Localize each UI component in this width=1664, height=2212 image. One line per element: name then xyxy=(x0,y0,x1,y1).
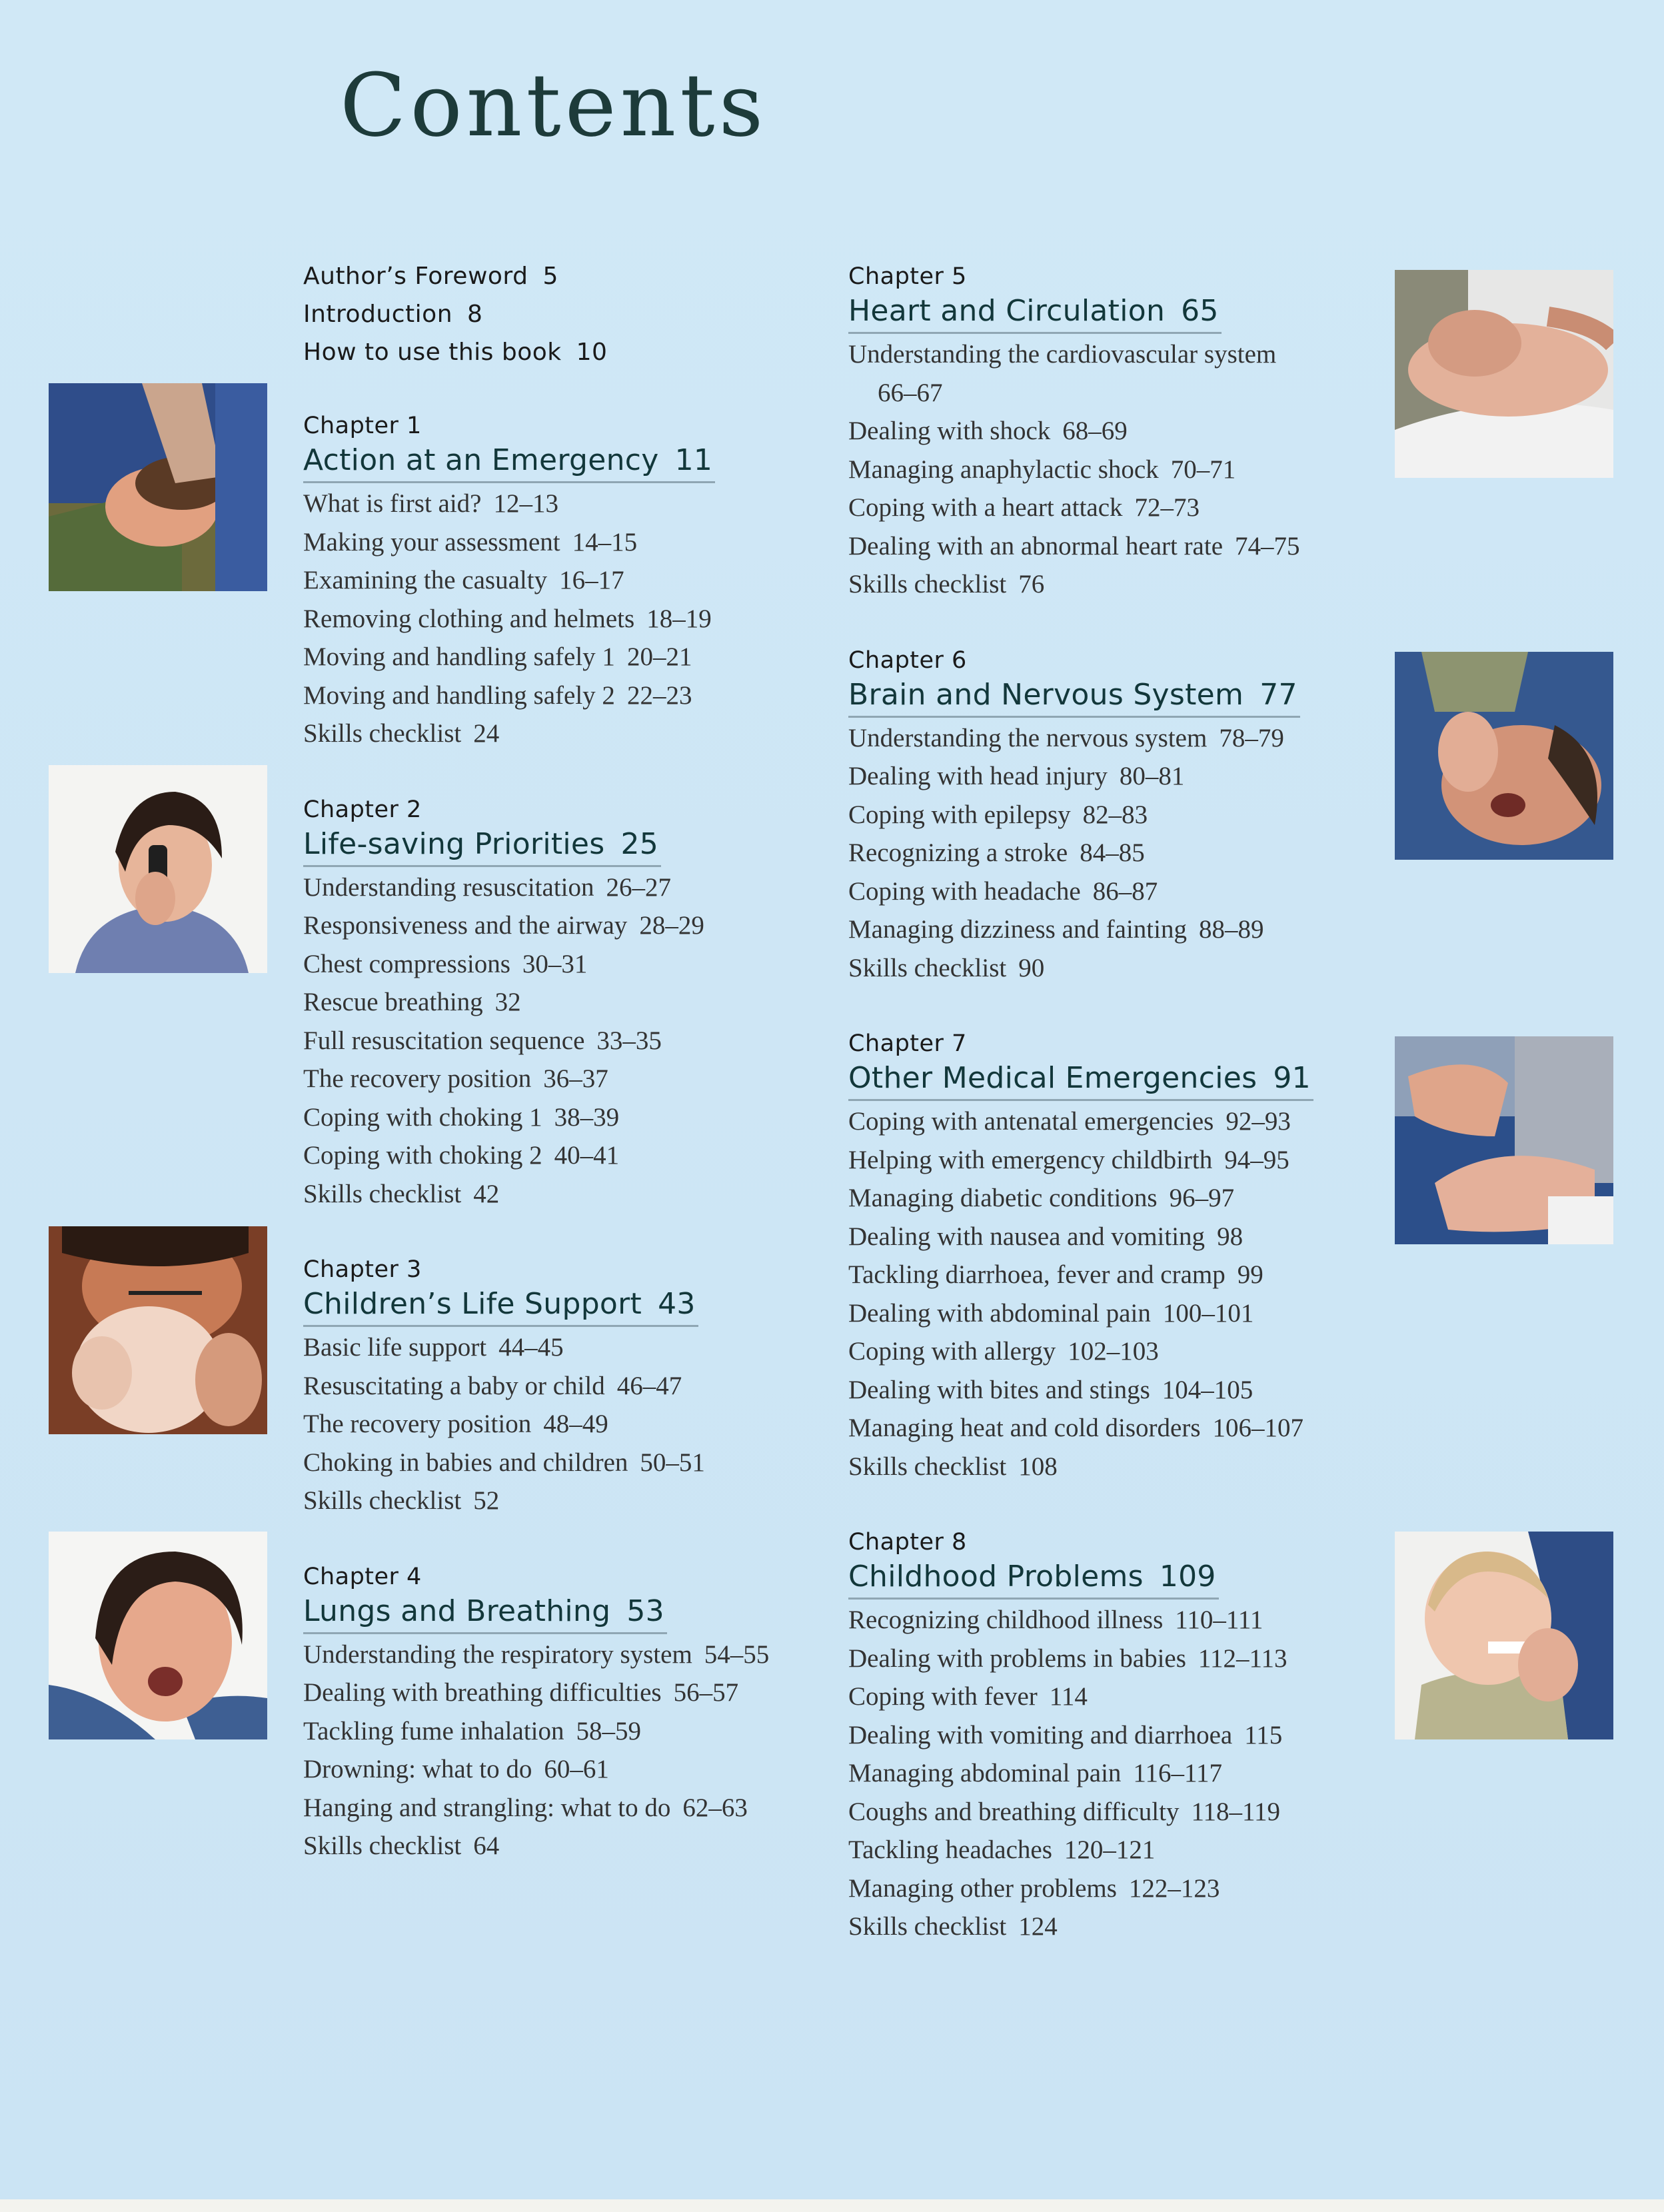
toc-entry-label: Coping with fever xyxy=(848,1682,1038,1711)
chapter-page-number: 65 xyxy=(1181,294,1219,328)
toc-entry-page: 66–67 xyxy=(878,378,943,407)
toc-entry[interactable] xyxy=(303,1367,863,1406)
chapter-label: Chapter 8 xyxy=(848,1529,967,1556)
toc-entry[interactable] xyxy=(848,1793,1408,1831)
toc-entry-label: Coping with allergy xyxy=(848,1337,1056,1366)
toc-entry[interactable] xyxy=(848,1448,1408,1486)
toc-entry-page: 46–47 xyxy=(616,1371,682,1400)
toc-entry-label: Dealing with bites and stings xyxy=(848,1375,1150,1404)
toc-entry-label: Skills checklist xyxy=(303,1486,462,1515)
chapter-page-number: 11 xyxy=(674,443,713,477)
toc-entry-page: 116–117 xyxy=(1133,1759,1223,1787)
front-matter-item[interactable] xyxy=(303,295,863,333)
toc-entry-label: Moving and handling safely 2 xyxy=(303,680,615,710)
toc-entry-label: Dealing with vomiting and diarrhoea xyxy=(848,1720,1233,1749)
toc-entry[interactable] xyxy=(848,1409,1408,1448)
toc-entry-label: Coping with choking 1 xyxy=(303,1102,542,1132)
photo-phone-call xyxy=(49,765,267,973)
toc-entry-label: Understanding the cardiovascular system xyxy=(848,340,1277,369)
toc-entry-page: 122–123 xyxy=(1128,1873,1220,1903)
chapter-title-row xyxy=(303,1591,863,1634)
toc-entry-page: 80–81 xyxy=(1119,762,1185,790)
toc-entry[interactable] xyxy=(848,565,1408,604)
toc-entry-page: 56–57 xyxy=(673,1678,739,1707)
toc-entry-label: The recovery position xyxy=(303,1064,532,1093)
toc-entry[interactable] xyxy=(848,1332,1408,1371)
toc-entry[interactable] xyxy=(848,1754,1408,1793)
chapter-title: Brain and Nervous System xyxy=(848,677,1244,712)
toc-entry[interactable] xyxy=(303,638,863,676)
toc-entry-label: Dealing with head injury xyxy=(848,762,1108,790)
toc-entry-page: 58–59 xyxy=(576,1716,641,1745)
toc-entry-page: 48–49 xyxy=(543,1410,608,1438)
toc-entry[interactable] xyxy=(848,527,1408,566)
toc-entry[interactable] xyxy=(303,600,863,638)
toc-entry[interactable] xyxy=(303,1827,863,1865)
toc-entry[interactable] xyxy=(848,949,1408,988)
page-title: Contents xyxy=(340,55,768,156)
chapter-label: Chapter 3 xyxy=(303,1256,422,1283)
toc-entry-page: 70–71 xyxy=(1170,455,1236,484)
chapter-label: Chapter 5 xyxy=(848,263,967,290)
toc-entry[interactable] xyxy=(303,1444,863,1482)
chapter-title-row xyxy=(303,1284,863,1327)
toc-entry-label: Helping with emergency childbirth xyxy=(848,1145,1213,1174)
toc-entry-page: 112–113 xyxy=(1198,1644,1287,1673)
toc-entry-page: 68–69 xyxy=(1062,417,1128,445)
toc-entry-page: 84–85 xyxy=(1080,838,1145,867)
photo-child-fever xyxy=(1395,1532,1613,1739)
toc-entry-page: 100–101 xyxy=(1162,1298,1254,1328)
chapter-title: Childhood Problems xyxy=(848,1560,1144,1594)
toc-entry[interactable] xyxy=(848,489,1408,527)
chapter-entries xyxy=(303,868,863,1214)
toc-entry[interactable] xyxy=(848,1102,1408,1141)
chapter-title-link[interactable] xyxy=(848,1058,1313,1101)
toc-entry-page: 28–29 xyxy=(639,911,704,940)
toc-entry[interactable] xyxy=(303,1712,863,1751)
toc-entry-label: Removing clothing and helmets xyxy=(303,604,635,633)
chapter-title: Children’s Life Support xyxy=(303,1287,642,1321)
toc-entry[interactable] xyxy=(303,1175,863,1214)
toc-entry-page: 102–103 xyxy=(1068,1337,1159,1366)
toc-entry-page: 76 xyxy=(1018,570,1045,598)
toc-entry-page: 96–97 xyxy=(1169,1184,1235,1212)
chapter-page-number: 91 xyxy=(1273,1061,1311,1095)
toc-entry[interactable] xyxy=(848,451,1408,489)
chapter-entries xyxy=(848,1601,1408,1946)
photo-head-injury xyxy=(1395,652,1613,860)
toc-entry-label: Coping with epilepsy xyxy=(848,800,1071,829)
chapter-4 xyxy=(303,1558,863,1865)
toc-entry-page: 24 xyxy=(473,719,500,748)
toc-entry-label: Choking in babies and children xyxy=(303,1448,628,1477)
toc-entry-page: 32 xyxy=(494,988,521,1016)
front-matter-page: 8 xyxy=(467,301,483,328)
toc-entry[interactable] xyxy=(303,1098,863,1137)
toc-entry-label: Skills checklist xyxy=(848,953,1007,982)
toc-entry-page: 12–13 xyxy=(493,489,558,518)
toc-entry[interactable] xyxy=(848,1256,1408,1294)
toc-entry-label: Managing dizziness and fainting xyxy=(848,915,1187,944)
photo-airway-check xyxy=(49,383,267,591)
toc-entry-label: Rescue breathing xyxy=(303,988,483,1016)
toc-entry-page: 22–23 xyxy=(626,680,692,710)
toc-entry-label: Examining the casualty xyxy=(303,566,548,594)
toc-entry[interactable] xyxy=(848,834,1408,872)
toc-entry-label: Skills checklist xyxy=(848,1452,1007,1481)
toc-entry-label: Coughs and breathing difficulty xyxy=(848,1797,1180,1826)
chapter-label: Chapter 4 xyxy=(303,1563,422,1590)
chapter-label: Chapter 1 xyxy=(303,413,422,439)
toc-entry-label: Managing other problems xyxy=(848,1873,1117,1903)
toc-entry-label: Skills checklist xyxy=(303,719,462,748)
toc-entry-page: 54–55 xyxy=(704,1640,770,1669)
toc-entry[interactable] xyxy=(303,1405,863,1444)
chapter-title: Lungs and Breathing xyxy=(303,1594,611,1628)
chapter-title-row xyxy=(848,1058,1408,1101)
toc-entry-label: Coping with headache xyxy=(848,876,1081,906)
toc-entry[interactable] xyxy=(848,1218,1408,1256)
toc-entry-page: 118–119 xyxy=(1191,1797,1281,1826)
toc-entry-page: 20–21 xyxy=(626,642,692,671)
chapter-5 xyxy=(848,257,1408,604)
chapter-page-number: 25 xyxy=(620,826,659,861)
chapter-page-number: 53 xyxy=(626,1594,664,1628)
toc-entry-label: Managing heat and cold disorders xyxy=(848,1414,1201,1442)
toc-entry-label: Tackling diarrhoea, fever and cramp xyxy=(848,1260,1226,1289)
toc-entry-page: 82–83 xyxy=(1082,800,1148,829)
toc-entry[interactable] xyxy=(303,676,863,715)
page-edge xyxy=(0,2199,1664,2212)
front-matter-label: How to use this book xyxy=(303,339,562,366)
toc-entry[interactable] xyxy=(848,1141,1408,1180)
toc-entry-page: 115 xyxy=(1244,1720,1283,1749)
toc-entry-label: Recognizing childhood illness xyxy=(848,1606,1164,1634)
toc-entry[interactable] xyxy=(848,1294,1408,1333)
toc-entry[interactable] xyxy=(848,1869,1408,1908)
toc-entry[interactable] xyxy=(303,1136,863,1175)
toc-entry-label: Managing diabetic conditions xyxy=(848,1184,1158,1212)
left-column xyxy=(303,257,863,1865)
chapter-7 xyxy=(848,1024,1408,1486)
toc-entry-page: 60–61 xyxy=(544,1755,609,1783)
toc-entry[interactable] xyxy=(848,1601,1408,1640)
toc-entry-label: Managing anaphylactic shock xyxy=(848,455,1159,484)
chapter-title-link[interactable] xyxy=(303,824,661,867)
toc-entry[interactable] xyxy=(303,868,863,907)
toc-entry[interactable] xyxy=(303,1789,863,1827)
chapter-entries xyxy=(303,1328,863,1520)
front-matter-item[interactable] xyxy=(303,333,863,371)
toc-entry-page: 108 xyxy=(1018,1452,1058,1481)
front-matter-page: 5 xyxy=(542,263,558,290)
front-matter-item[interactable] xyxy=(303,257,863,295)
chapter-entries xyxy=(848,1102,1408,1486)
toc-entry-page: 33–35 xyxy=(596,1026,662,1055)
chapter-6 xyxy=(848,641,1408,988)
toc-entry-label: Basic life support xyxy=(303,1333,487,1362)
toc-entry-page: 30–31 xyxy=(522,949,588,978)
toc-entry[interactable] xyxy=(848,872,1408,911)
toc-entry[interactable] xyxy=(303,1328,863,1367)
photo-pulse-check xyxy=(1395,270,1613,478)
toc-entry-page: 94–95 xyxy=(1224,1145,1289,1174)
toc-entry[interactable] xyxy=(848,910,1408,949)
toc-entry-page: 90 xyxy=(1018,953,1045,982)
chapter-title-link[interactable] xyxy=(848,291,1222,334)
toc-entry-page: 64 xyxy=(473,1831,500,1860)
toc-entry[interactable] xyxy=(848,757,1408,796)
toc-entry-label: Recognizing a stroke xyxy=(848,838,1068,867)
toc-entry-page: 120–121 xyxy=(1064,1835,1156,1864)
toc-entry-page: 16–17 xyxy=(559,566,624,594)
chapter-entries xyxy=(303,485,863,753)
toc-entry[interactable] xyxy=(303,1636,863,1674)
chapter-title: Action at an Emergency xyxy=(303,443,659,477)
chapter-page-number: 43 xyxy=(658,1287,696,1321)
toc-entry[interactable] xyxy=(303,1482,863,1520)
toc-entry[interactable] xyxy=(303,983,863,1022)
chapter-8 xyxy=(848,1523,1408,1946)
toc-entry-page: 78–79 xyxy=(1219,723,1284,752)
toc-entry-label: Dealing with nausea and vomiting xyxy=(848,1222,1206,1251)
toc-entry-label: Dealing with abdominal pain xyxy=(848,1298,1151,1328)
toc-entry-label: Skills checklist xyxy=(848,1912,1007,1941)
chapter-page-number: 77 xyxy=(1259,677,1297,712)
toc-entry-label: Tackling headaches xyxy=(848,1835,1052,1864)
toc-entry-page: 74–75 xyxy=(1235,531,1300,560)
chapter-label: Chapter 2 xyxy=(303,796,422,823)
toc-entry-label: Understanding resuscitation xyxy=(303,872,594,902)
chapter-1 xyxy=(303,407,863,753)
chapter-title-row xyxy=(303,440,863,483)
toc-entry-label: Coping with a heart attack xyxy=(848,493,1123,522)
toc-entry-label: What is first aid? xyxy=(303,489,482,518)
toc-entry-label: Moving and handling safely 1 xyxy=(303,642,615,671)
toc-entry[interactable] xyxy=(848,1677,1408,1716)
front-matter xyxy=(303,257,863,371)
toc-entry-label: Tackling fume inhalation xyxy=(303,1716,564,1745)
toc-entry-label: Managing abdominal pain xyxy=(848,1759,1122,1787)
toc-entry-label: The recovery position xyxy=(303,1410,532,1438)
photo-breathing-difficulty xyxy=(49,1532,267,1739)
toc-entry[interactable] xyxy=(848,796,1408,834)
toc-entry-label: Skills checklist xyxy=(303,1179,462,1208)
chapter-title-row xyxy=(848,291,1408,334)
toc-entry[interactable] xyxy=(303,485,863,523)
toc-entry-label: Chest compressions xyxy=(303,949,510,978)
toc-entry[interactable] xyxy=(303,1022,863,1060)
toc-entry-label: Skills checklist xyxy=(848,570,1007,598)
toc-entry-label: Resuscitating a baby or child xyxy=(303,1371,605,1400)
toc-entry[interactable] xyxy=(303,906,863,945)
toc-entry-page: 62–63 xyxy=(682,1793,748,1822)
chapter-2 xyxy=(303,790,863,1214)
toc-entry-page: 14–15 xyxy=(572,527,638,556)
toc-entry[interactable] xyxy=(848,1907,1408,1946)
chapter-entries xyxy=(303,1636,863,1865)
chapter-title-link[interactable] xyxy=(848,1556,1219,1600)
toc-entry-label: Responsiveness and the airway xyxy=(303,911,628,940)
toc-entry-label: Making your assessment xyxy=(303,527,560,556)
toc-entry-page: 114 xyxy=(1049,1682,1088,1711)
toc-entry-page: 72–73 xyxy=(1134,493,1200,522)
toc-entry-page: 18–19 xyxy=(646,604,712,633)
chapter-title-link[interactable] xyxy=(848,674,1300,718)
toc-entry-label: Hanging and strangling: what to do xyxy=(303,1793,671,1822)
toc-entry-page: 52 xyxy=(473,1486,500,1515)
toc-entry-page: 42 xyxy=(473,1179,500,1208)
front-matter-label: Author’s Foreword xyxy=(303,263,528,290)
toc-entry-label: Understanding the nervous system xyxy=(848,723,1208,752)
toc-entry-page: 50–51 xyxy=(640,1448,705,1477)
photo-child-cpr xyxy=(49,1226,267,1434)
toc-entry-page: 38–39 xyxy=(554,1102,620,1132)
toc-entry-label: Skills checklist xyxy=(303,1831,462,1860)
chapter-title-link[interactable] xyxy=(303,440,715,483)
front-matter-label: Introduction xyxy=(303,301,453,328)
chapter-entries xyxy=(848,719,1408,988)
chapter-title-row xyxy=(303,824,863,867)
toc-entry[interactable] xyxy=(303,1750,863,1789)
chapter-page-number: 109 xyxy=(1159,1560,1216,1594)
toc-entry-label: Dealing with problems in babies xyxy=(848,1644,1186,1673)
toc-entry-page: 36–37 xyxy=(543,1064,608,1093)
toc-entry-page: 40–41 xyxy=(554,1141,620,1170)
toc-entry-page: 99 xyxy=(1237,1260,1263,1289)
toc-entry-label: Understanding the respiratory system xyxy=(303,1640,692,1669)
chapter-title-row xyxy=(848,1556,1408,1600)
toc-entry[interactable] xyxy=(848,335,1408,412)
toc-entry-label: Full resuscitation sequence xyxy=(303,1026,585,1055)
chapter-3 xyxy=(303,1250,863,1520)
toc-entry[interactable] xyxy=(848,1716,1408,1755)
toc-entry[interactable] xyxy=(848,1179,1408,1218)
toc-entry[interactable] xyxy=(303,714,863,753)
toc-entry[interactable] xyxy=(848,1371,1408,1410)
chapter-label: Chapter 6 xyxy=(848,646,967,674)
toc-entry-page: 106–107 xyxy=(1212,1414,1304,1442)
toc-entry[interactable] xyxy=(303,1060,863,1098)
toc-entry-page: 26–27 xyxy=(606,872,671,902)
toc-entry[interactable] xyxy=(303,523,863,562)
toc-entry-label: Dealing with breathing difficulties xyxy=(303,1678,662,1707)
chapter-label: Chapter 7 xyxy=(848,1030,967,1057)
chapter-title-link[interactable] xyxy=(303,1591,667,1634)
toc-entry-page: 92–93 xyxy=(1226,1107,1291,1136)
toc-entry-page: 88–89 xyxy=(1198,915,1264,944)
toc-entry-page: 110–111 xyxy=(1175,1606,1263,1634)
toc-entry[interactable] xyxy=(303,945,863,984)
toc-entry-page: 98 xyxy=(1217,1222,1244,1251)
toc-entry[interactable] xyxy=(303,1673,863,1712)
toc-entry-label: Dealing with shock xyxy=(848,417,1051,445)
toc-entry-page: 104–105 xyxy=(1162,1375,1253,1404)
toc-entry[interactable] xyxy=(848,1831,1408,1869)
front-matter-page: 10 xyxy=(576,339,608,366)
toc-entry[interactable] xyxy=(303,561,863,600)
chapter-title: Other Medical Emergencies xyxy=(848,1061,1257,1095)
toc-entry[interactable] xyxy=(848,1640,1408,1678)
toc-entry-page: 86–87 xyxy=(1092,876,1158,906)
toc-entry-page: 44–45 xyxy=(498,1333,564,1362)
toc-entry[interactable] xyxy=(848,719,1408,758)
chapter-title: Life-saving Priorities xyxy=(303,826,605,861)
right-column xyxy=(848,257,1408,1946)
toc-entry-page: 124 xyxy=(1018,1912,1058,1941)
toc-entry-label: Dealing with an abnormal heart rate xyxy=(848,531,1224,560)
toc-entry-label: Coping with choking 2 xyxy=(303,1141,542,1170)
toc-entry[interactable] xyxy=(848,412,1408,451)
chapter-title-row xyxy=(848,674,1408,718)
photo-foot-support xyxy=(1395,1036,1613,1244)
chapter-title: Heart and Circulation xyxy=(848,294,1166,328)
chapter-title-link[interactable] xyxy=(303,1284,698,1327)
toc-entry-label: Coping with antenatal emergencies xyxy=(848,1107,1214,1136)
chapter-entries xyxy=(848,335,1408,604)
toc-entry-label: Drowning: what to do xyxy=(303,1755,532,1783)
